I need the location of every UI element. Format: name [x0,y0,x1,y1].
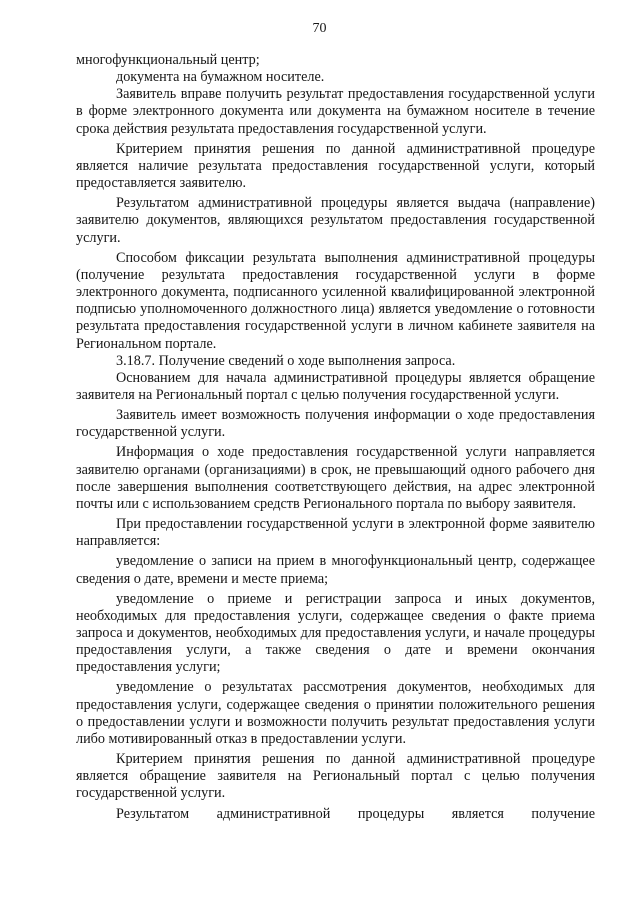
paragraph-5: Результатом административной процедуры является выдача (направление) заявителю документов, являющихся результатом предоставления государственной услуги. [76,195,595,246]
paragraph-14-list-item: уведомление о результатах рассмотрения документов, необходимых для предоставления услуги, содержащее сведения о принятии положительного решения о предоставлении услуги и возможности получить результат предоставления услуги либо мотивированный отказ в предоставлении услуги. [76,679,595,747]
paragraph-8: Основанием для начала административной процедуры является обращение заявителя на Региональный портал с целью получения государственной услуги. [76,369,595,403]
paragraph-11: При предоставлении государственной услуги в электронной форме заявителю направляется: [76,516,595,550]
paragraph-16: Результатом административной процедуры является получение [116,805,595,822]
paragraph-2: документа на бумажном носителе. [116,69,325,86]
paragraph-4: Критерием принятия решения по данной административной процедуре является наличие результата предоставления государственной услуги, который предоставляется заявителю. [76,140,595,192]
document-body [76,52,595,823]
paragraph-1: многофункциональный центр; [76,52,260,68]
paragraph-7-section-heading: 3.18.7. Получение сведений о ходе выполнения запроса. [116,352,456,369]
paragraph-15: Критерием принятия решения по данной административной процедуре является обращение заявителя на Региональный портал с целью получения государственной услуги. [76,751,595,802]
paragraph-6: Способом фиксации результата выполнения административной процедуры (получение результата предоставления государственной услуги в форме электронного документа, подписанного усиленной квалифицированной электронной подписью уполномоченного должностного лица) является уведомление о готовности результата предоставления государственной услуги в личном кабинете заявителя на Региональном портале. [76,249,595,352]
page-number: 70 [312,21,327,36]
paragraph-9: Заявитель имеет возможность получения информации о ходе предоставления государственной услуги. [76,407,595,441]
paragraph-3: Заявитель вправе получить результат предоставления государственной услуги в форме электронного документа или документа на бумажном носителе в течение срока действия результата предоставления государственной услуги. [76,86,595,137]
paragraph-10: Информация о ходе предоставления государственной услуги направляется заявителю органами (организациями) в срок, не превышающий одного рабочего дня после завершения выполнения соответствующего действия, на адрес электронной почты или с использованием средств Регионального портала по выбору заявителя. [76,444,595,512]
paragraph-13-list-item: уведомление о приеме и регистрации запроса и иных документов, необходимых для предоставления услуги, содержащее сведения о факте приема запроса и документов, необходимых для предоставления услуги, и начале процедуры предоставления услуги, а также сведения о дате и времени окончания предоставления услуги; [76,590,595,676]
paragraph-12-list-item: уведомление о записи на прием в многофункциональный центр, содержащее сведения о дате, времени и месте приема; [76,553,595,587]
